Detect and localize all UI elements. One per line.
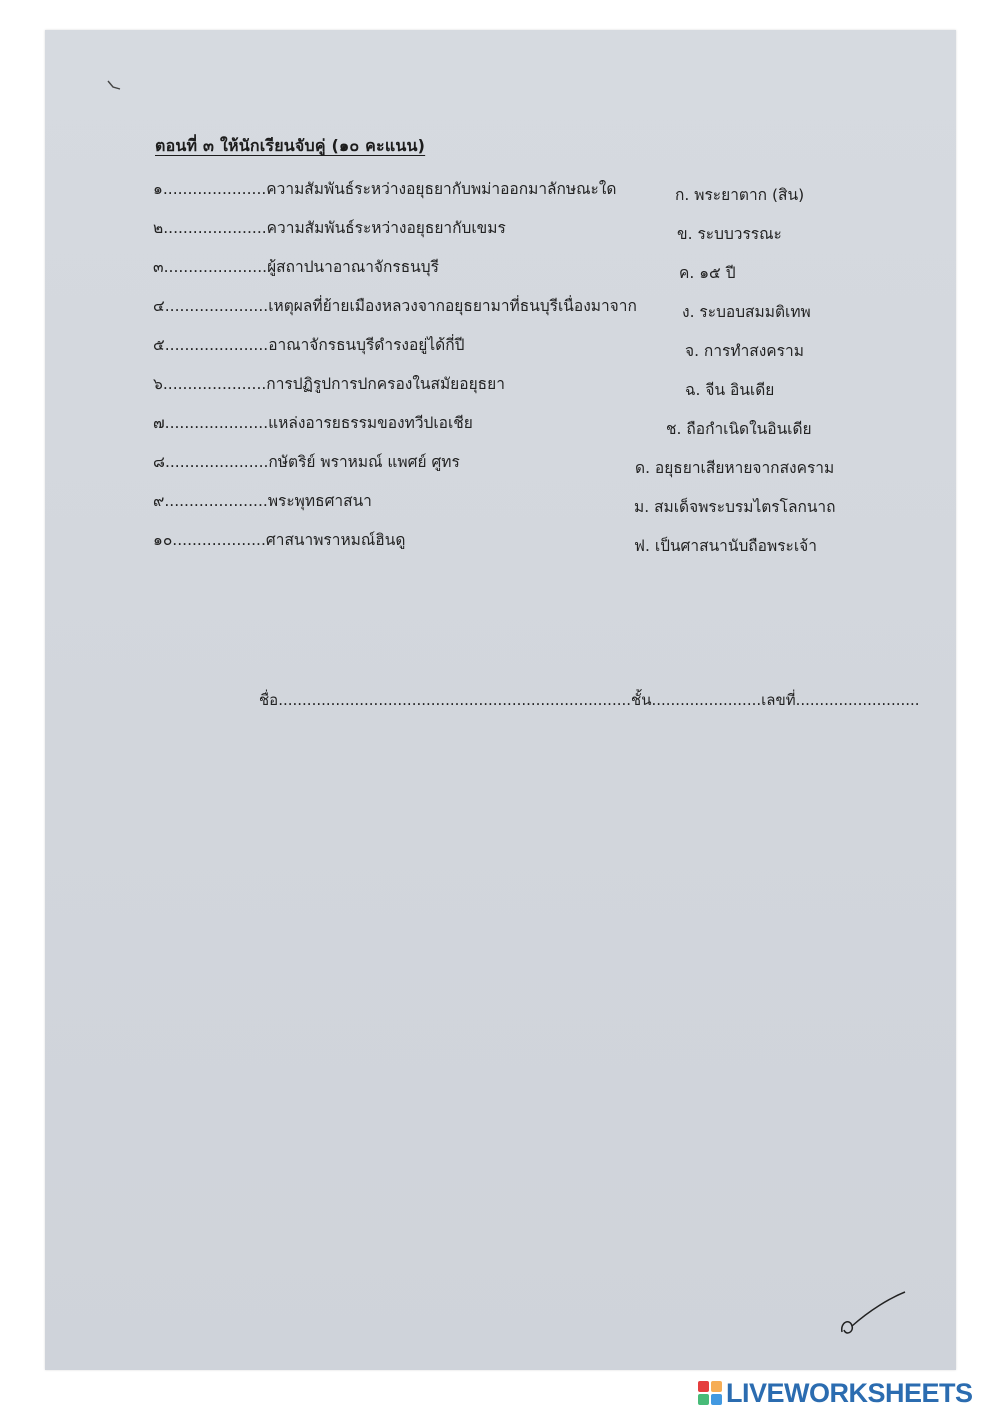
question-6: ๖.....................การปฏิรูปการปกครองในสมัยอยุธยา — [153, 375, 505, 393]
answer-cho-chang: ช. ถือกำเนิดในอินเดีย — [666, 420, 812, 438]
answer-mo: ม. สมเด็จพระบรมไตรโลกนาถ — [634, 498, 836, 516]
answer-chor: ฉ. จีน อินเดีย — [685, 381, 775, 399]
question-2: ๒.....................ความสัมพันธ์ระหว่างอยุธยากับเขมร — [153, 219, 506, 237]
answer-fo: ฟ. เป็นศาสนานับถือพระเจ้า — [634, 537, 817, 555]
question-1: ๑.....................ความสัมพันธ์ระหว่างอยุธยากับพม่าออกมาลักษณะใด — [153, 180, 617, 198]
question-10: ๑๐...................ศาสนาพราหมณ์ฮินดู — [153, 531, 406, 549]
answer-cho: จ. การทำสงคราม — [685, 342, 804, 360]
liveworksheets-logo-icon — [698, 1381, 722, 1405]
question-7: ๗.....................แหล่งอารยธรรมของทวีปเอเชีย — [153, 414, 473, 432]
answer-kho-khwai: ค. ๑๕ ปี — [679, 264, 736, 282]
liveworksheets-brand — [698, 1377, 973, 1408]
brand-name: LIVEWORKSHEETS — [726, 1377, 973, 1408]
pen-mark — [107, 80, 121, 90]
question-8: ๘.....................กษัตริย์ พราหมณ์ แพศย์ ศูทร — [153, 453, 460, 471]
answer-ko: ก. พระยาตาก (สิน) — [675, 186, 805, 204]
question-3: ๓.....................ผู้สถาปนาอาณาจักรธนบุรี — [153, 258, 439, 276]
answer-ngo: ง. ระบอบสมมติเทพ — [682, 303, 811, 321]
section-heading: ตอนที่ ๓ ให้นักเรียนจับคู่ (๑๐ คะแนน) — [155, 136, 426, 155]
question-4: ๔.....................เหตุผลที่ย้ายเมืองหลวงจากอยุธยามาที่ธนบุรีเนื่องมาจาก — [153, 297, 637, 315]
signature-mark — [780, 1270, 910, 1340]
question-9: ๙.....................พระพุทธศาสนา — [153, 492, 372, 510]
worksheet-paper — [45, 30, 956, 1370]
answer-do: ด. อยุธยาเสียหายจากสงคราม — [635, 459, 835, 477]
question-5: ๕.....................อาณาจักรธนบุรีดำรงอยู่ได้กี่ปี — [153, 336, 465, 354]
student-info-line: ชื่อ..........................................................................ชั้น.......................เลขที่.......................... — [259, 691, 920, 709]
answer-kho: ข. ระบบวรรณะ — [677, 225, 782, 243]
